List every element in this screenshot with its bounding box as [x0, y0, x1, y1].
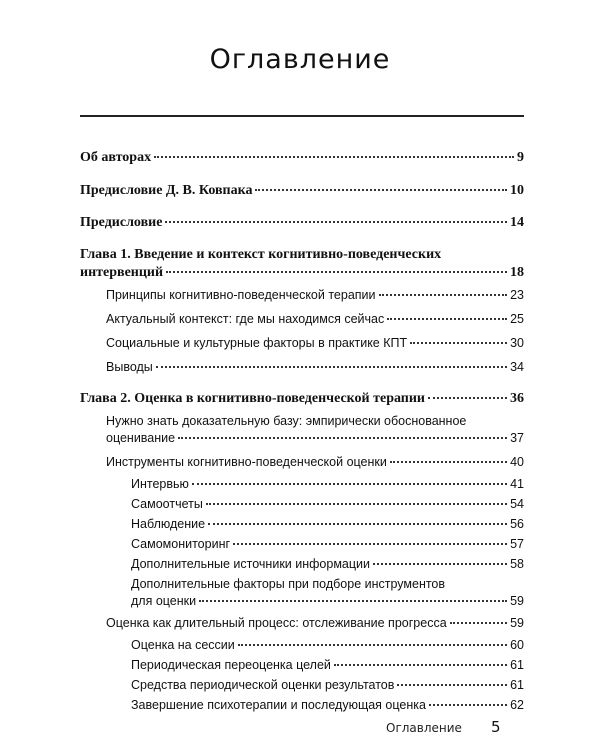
toc-entry-context[interactable] [106, 312, 524, 326]
toc-entry-title: Завершение психотерапии и последующая оценка [131, 698, 426, 712]
leader-dots [233, 543, 507, 545]
toc-entry-social-factors[interactable] [106, 336, 524, 350]
toc-entry-conclusions[interactable] [106, 360, 524, 374]
leader-dots [208, 523, 507, 525]
leader-dots [334, 664, 507, 666]
leader-dots [410, 342, 507, 344]
toc-entry-session-assessment[interactable] [131, 638, 524, 652]
toc-entry-page: 40 [510, 455, 524, 469]
toc-entry-title: Периодическая переоценка целей [131, 658, 331, 672]
toc-entry-page: 37 [510, 431, 524, 445]
toc-entry-evidence[interactable] [106, 431, 524, 445]
leader-dots [390, 461, 507, 463]
toc-entry-page: 9 [517, 150, 524, 165]
toc-entry-title: оценивание [106, 431, 176, 445]
toc-entry-page: 61 [510, 678, 524, 692]
toc-entry-termination[interactable] [131, 698, 524, 712]
toc-entry-page: 14 [510, 215, 524, 230]
toc-entry-title: Оценка как длительный процесс: отслеживание прогресса [106, 616, 447, 630]
toc-entry-title: Об авторах [80, 150, 152, 165]
toc-entry-title: Глава 2. Оценка в когнитивно-поведенческой терапии [80, 391, 426, 406]
toc-entry-page: 54 [510, 497, 524, 511]
leader-dots [165, 221, 507, 223]
toc-entry-self-reports[interactable] [131, 497, 524, 511]
toc-entry-title: Самоотчеты [131, 497, 203, 511]
toc-entry-title: Дополнительные источники информации [131, 557, 370, 571]
toc-entry-title: Социальные и культурные факторы в практике КПТ [106, 336, 408, 350]
toc-entry-title: Предисловие [80, 215, 163, 230]
toc-entry-interview[interactable] [131, 477, 524, 491]
toc-entry-page: 10 [510, 183, 524, 198]
toc-entry-extra-factors-line1[interactable]: Дополнительные факторы при подборе инструментов [131, 577, 446, 591]
leader-dots [387, 318, 507, 320]
toc-entry-outcome-tools[interactable] [131, 678, 524, 692]
leader-dots [450, 622, 507, 624]
toc-entry-tools[interactable] [106, 455, 524, 469]
toc-entry-observation[interactable] [131, 517, 524, 531]
leader-dots [429, 704, 507, 706]
toc-entry-page: 62 [510, 698, 524, 712]
toc-entry-title: интервенций [80, 265, 164, 280]
top-rule [80, 115, 524, 117]
toc-entry-page: 61 [510, 658, 524, 672]
toc-entry-page: 60 [510, 638, 524, 652]
leader-dots [199, 600, 507, 602]
toc-entry-page: 36 [510, 391, 524, 406]
leader-dots [156, 366, 507, 368]
leader-dots [178, 437, 507, 439]
toc-entry-title: Наблюдение [131, 517, 206, 531]
toc-entry-title: Выводы [106, 360, 153, 374]
toc-entry-page: 59 [510, 594, 524, 608]
toc-entry-chapter1-line1[interactable]: Глава 1. Введение и контекст когнитивно-поведенческих [80, 247, 442, 262]
toc-entry-title: Актуальный контекст: где мы находимся сейчас [106, 312, 385, 326]
toc-entry-title: Инструменты когнитивно-поведенческой оценки [106, 455, 387, 469]
running-footer-label: Оглавление [386, 721, 462, 735]
toc-entry-goal-reassessment[interactable] [131, 658, 524, 672]
toc-entry-page: 59 [510, 616, 524, 630]
leader-dots [206, 503, 507, 505]
leader-dots [255, 189, 507, 191]
toc-entry-page: 57 [510, 537, 524, 551]
leader-dots [238, 644, 507, 646]
leader-dots [428, 397, 507, 399]
toc-entry-chapter2[interactable] [80, 391, 524, 407]
toc-entry-foreword[interactable] [80, 215, 524, 231]
toc-entry-foreword-kovpak[interactable] [80, 183, 524, 199]
page-number: 5 [491, 718, 501, 736]
leader-dots [373, 563, 507, 565]
toc-entry-ongoing-assessment[interactable] [106, 616, 524, 630]
toc-entry-title: Интервью [131, 477, 189, 491]
toc-entry-about-authors[interactable] [80, 150, 524, 166]
toc-entry-extra-sources[interactable] [131, 557, 524, 571]
toc-entry-page: 56 [510, 517, 524, 531]
leader-dots [379, 294, 508, 296]
toc-entry-page: 41 [510, 477, 524, 491]
toc-entry-extra-factors[interactable] [131, 594, 524, 608]
toc-entry-title: Принципы когнитивно-поведенческой терапии [106, 288, 376, 302]
leader-dots [192, 483, 507, 485]
toc-entry-self-monitoring[interactable] [131, 537, 524, 551]
leader-dots [154, 156, 514, 158]
toc-entry-page: 58 [510, 557, 524, 571]
toc-entry-page: 23 [510, 288, 524, 302]
toc-entry-evidence-line1[interactable]: Нужно знать доказательную базу: эмпирически обоснованное [106, 414, 467, 428]
toc-entry-page: 30 [510, 336, 524, 350]
leader-dots [397, 684, 507, 686]
toc-entry-page: 34 [510, 360, 524, 374]
toc-entry-page: 25 [510, 312, 524, 326]
toc-entry-principles[interactable] [106, 288, 524, 302]
toc-entry-chapter1[interactable] [80, 265, 524, 281]
leader-dots [166, 271, 507, 273]
toc-entry-title: для оценки [131, 594, 197, 608]
toc-entry-title: Самомониторинг [131, 537, 231, 551]
toc-entry-title: Средства периодической оценки результатов [131, 678, 395, 692]
toc-entry-page: 18 [510, 265, 524, 280]
toc-entry-title: Оценка на сессии [131, 638, 235, 652]
page-title: Оглавление [209, 44, 391, 75]
toc-entry-title: Предисловие Д. В. Ковпака [80, 183, 253, 198]
